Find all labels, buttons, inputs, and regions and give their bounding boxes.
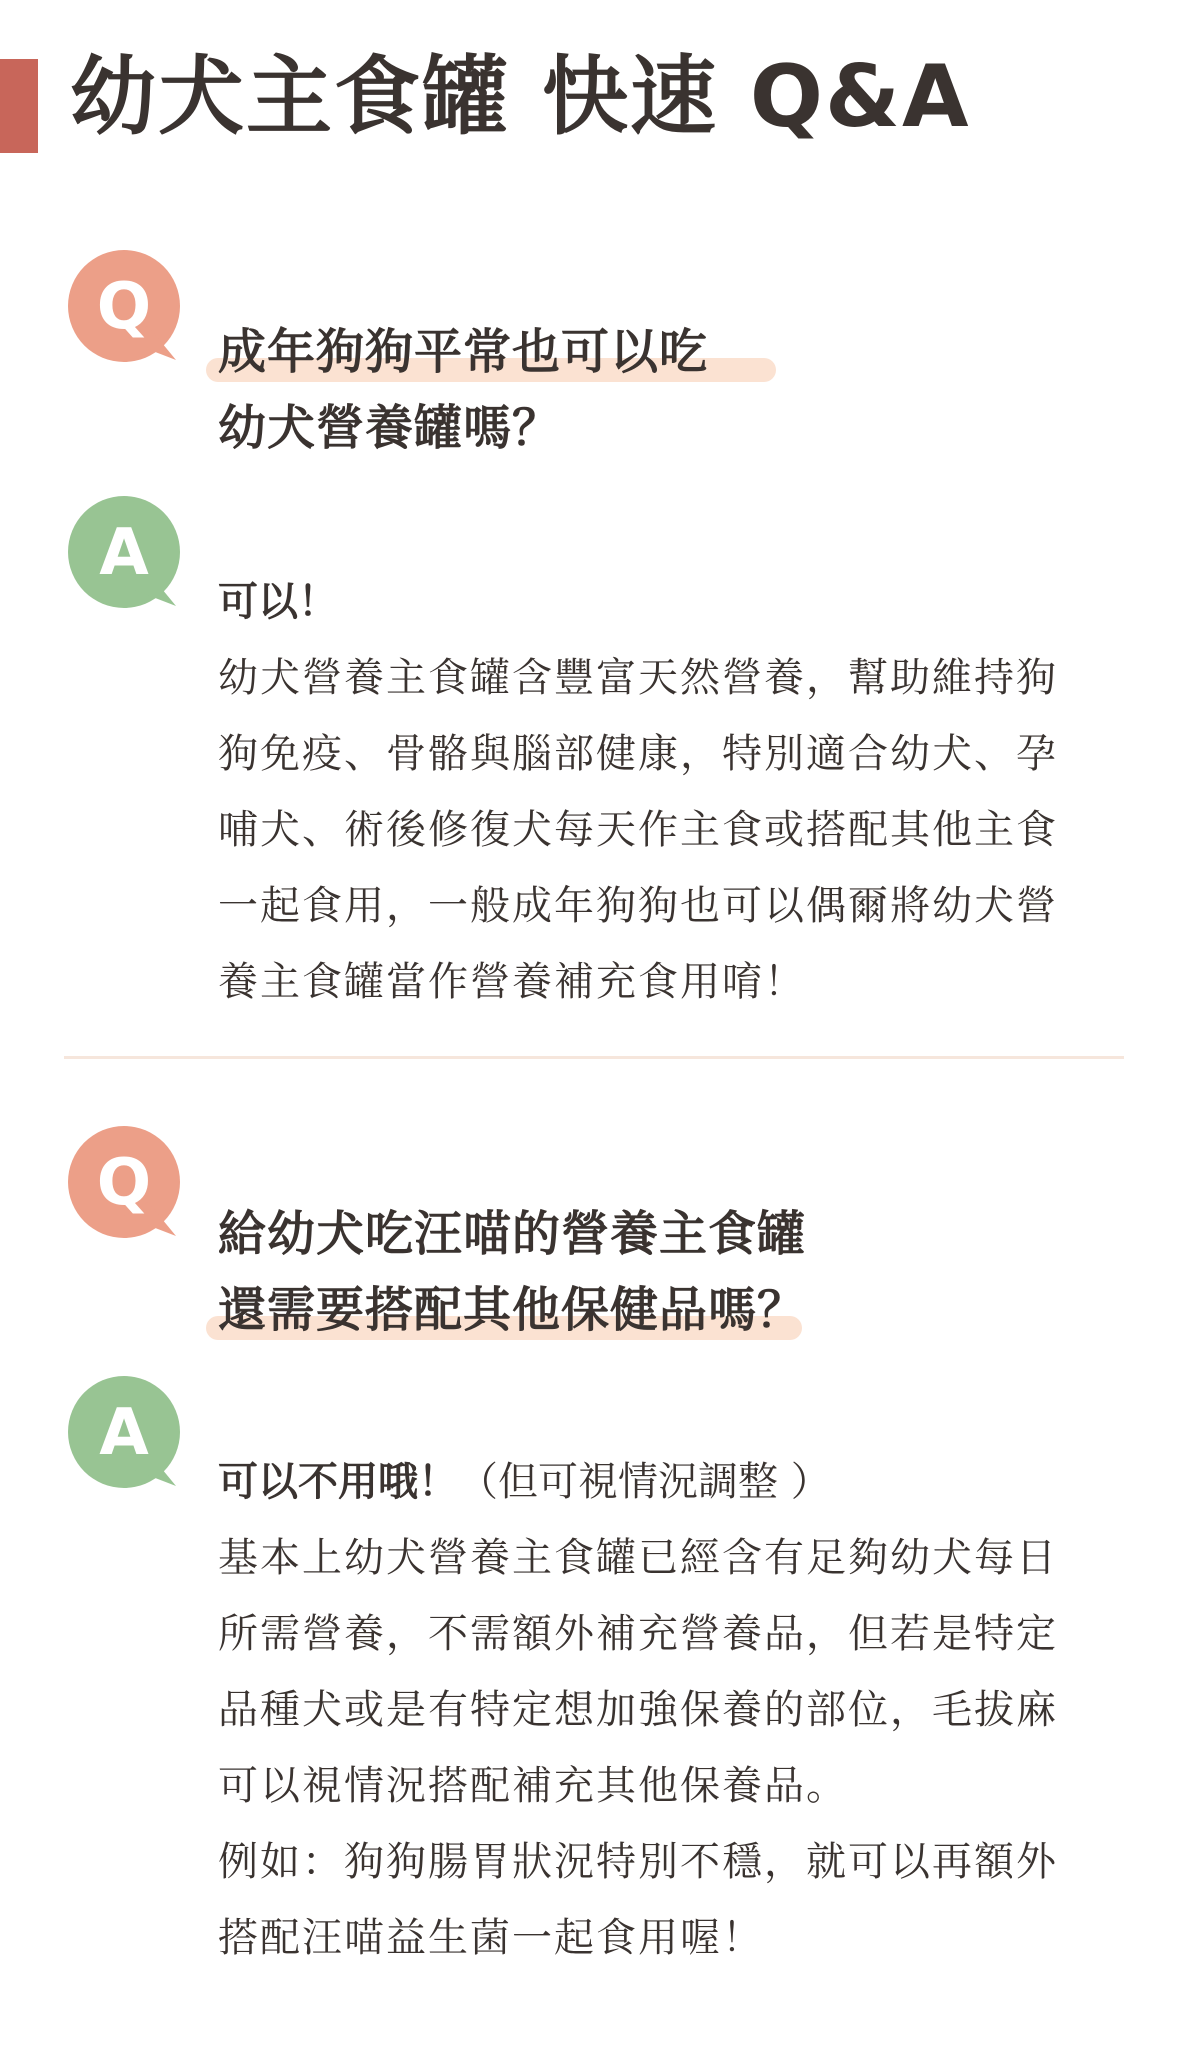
svg-text:A: A	[99, 1396, 149, 1470]
answer-2-line: 搭配汪喵益生菌一起食用喔！	[218, 1915, 764, 1961]
answer-2-line: 所需營養，不需額外補充營養品，但若是特定	[218, 1611, 1058, 1657]
answer-1	[218, 564, 1148, 1020]
question-2-line-2: 還需要搭配其他保健品嗎？	[218, 1272, 806, 1348]
answer-1-line: 養主食罐當作營養補充食用唷！	[218, 959, 806, 1005]
title-accent-bar	[0, 59, 38, 153]
answer-2-line: 品種犬或是有特定想加強保養的部位，毛拔麻	[218, 1687, 1058, 1733]
question-1-line-2: 幼犬營養罐嗎？	[218, 400, 562, 456]
svg-text:A: A	[99, 516, 149, 590]
answer-1-line: 幼犬營養主食罐含豐富天然營養，幫助維持狗	[218, 655, 1058, 701]
answer-2-head: 可以不用哦！（但可視情況調整 ）	[218, 1459, 831, 1505]
question-1-line-1: 成年狗狗平常也可以吃	[218, 314, 708, 390]
question-2	[218, 1196, 806, 1348]
answer-1-line: 一起食用，一般成年狗狗也可以偶爾將幼犬營	[218, 883, 1058, 929]
answer-2-line: 可以視情況搭配補充其他保養品。	[218, 1763, 848, 1809]
q-badge-icon	[64, 248, 190, 374]
q-badge-icon	[64, 1124, 190, 1250]
svg-text:Q: Q	[96, 1146, 152, 1220]
a-badge-icon	[64, 494, 190, 620]
answer-1-line: 狗免疫、骨骼與腦部健康，特別適合幼犬、孕	[218, 731, 1058, 777]
answer-2-line: 基本上幼犬營養主食罐已經含有足夠幼犬每日	[218, 1535, 1058, 1581]
answer-2-line: 例如：狗狗腸胃狀況特別不穩，就可以再額外	[218, 1839, 1058, 1885]
question-2-line-1: 給幼犬吃汪喵的營養主食罐	[218, 1206, 807, 1262]
question-1	[218, 314, 708, 466]
a-badge-icon	[64, 1374, 190, 1500]
answer-1-head: 可以！	[218, 579, 338, 625]
svg-text:Q: Q	[96, 270, 152, 344]
answer-2	[218, 1444, 1148, 1976]
answer-1-line: 哺犬、術後修復犬每天作主食或搭配其他主食	[218, 807, 1058, 853]
section-divider	[64, 1056, 1124, 1059]
page-title: 幼犬主食罐 快速 Q&A	[70, 47, 971, 147]
